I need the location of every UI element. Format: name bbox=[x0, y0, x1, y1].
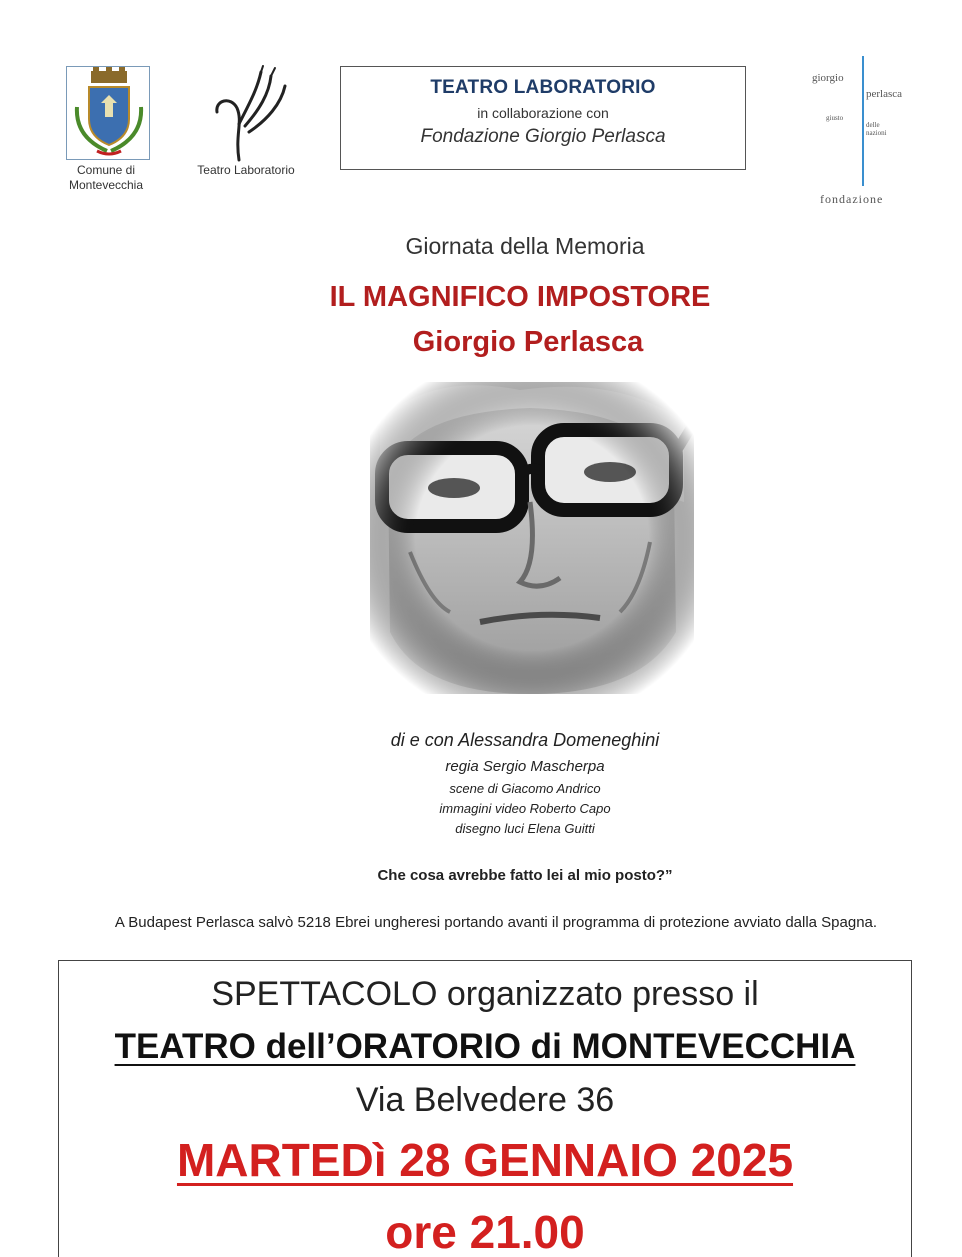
event-info-box bbox=[58, 960, 912, 1257]
teatro-laboratorio-logo bbox=[205, 64, 295, 164]
show-subtitle: Giorgio Perlasca bbox=[412, 326, 644, 358]
comune-caption bbox=[50, 163, 162, 193]
coat-of-arms-icon bbox=[67, 67, 151, 161]
logo-divider bbox=[862, 56, 864, 186]
logo-word-perlasca: perlasca bbox=[866, 88, 903, 100]
event-date-line bbox=[59, 1133, 911, 1187]
comune-caption-line2: Montevecchia bbox=[68, 178, 144, 192]
logo-word-delle-nazioni bbox=[866, 121, 887, 137]
show-title: IL MAGNIFICO IMPOSTORE bbox=[329, 281, 711, 313]
quote: Che cosa avrebbe fatto lei al mio posto?” bbox=[377, 867, 673, 884]
credit-video: immagini video Roberto Capo bbox=[439, 801, 611, 816]
comune-caption-line1: Comune di bbox=[76, 163, 136, 177]
event-time: ore 21.00 bbox=[385, 1206, 585, 1257]
venue-address: Via Belvedere 36 bbox=[355, 1081, 615, 1119]
comune-montevecchia-logo bbox=[66, 66, 150, 160]
credit-cast: di e con Alessandra Domeneghini bbox=[390, 730, 660, 750]
hand-gesture-icon bbox=[205, 64, 295, 164]
teatro-caption: Teatro Laboratorio bbox=[197, 163, 295, 177]
venue-intro: SPETTACOLO organizzato presso il bbox=[211, 975, 759, 1013]
header-box bbox=[340, 66, 746, 170]
header-title: TEATRO LABORATORIO bbox=[430, 77, 656, 98]
credit-lighting: disegno luci Elena Guitti bbox=[455, 821, 595, 836]
portrait-photo bbox=[370, 382, 694, 694]
header-partner: Fondazione Giorgio Perlasca bbox=[420, 126, 666, 147]
logo-word-delle: delle bbox=[866, 121, 880, 129]
portrait-illustration bbox=[370, 382, 694, 694]
header-collab: in collaborazione con bbox=[477, 105, 609, 121]
logo-word-nazioni: nazioni bbox=[866, 129, 887, 137]
logo-word-giorgio: giorgio bbox=[812, 72, 844, 84]
credit-director: regia Sergio Mascherpa bbox=[445, 758, 605, 775]
event-date: MARTEDì 28 GENNAIO 2025 bbox=[176, 1134, 794, 1186]
description: A Budapest Perlasca salvò 5218 Ebrei ungheresi portando avanti il programma di protezione avviato dalla Spagna. bbox=[114, 914, 878, 931]
credit-sets: scene di Giacomo Andrico bbox=[449, 781, 601, 796]
occasion-heading: Giornata della Memoria bbox=[405, 233, 645, 259]
venue-name-line bbox=[59, 1027, 911, 1067]
logo-word-fondazione: fondazione bbox=[820, 192, 884, 206]
venue-name: TEATRO dell’ORATORIO di MONTEVECCHIA bbox=[114, 1027, 856, 1066]
logo-word-giusto: giusto bbox=[826, 114, 844, 122]
fondazione-perlasca-logo bbox=[808, 56, 928, 206]
